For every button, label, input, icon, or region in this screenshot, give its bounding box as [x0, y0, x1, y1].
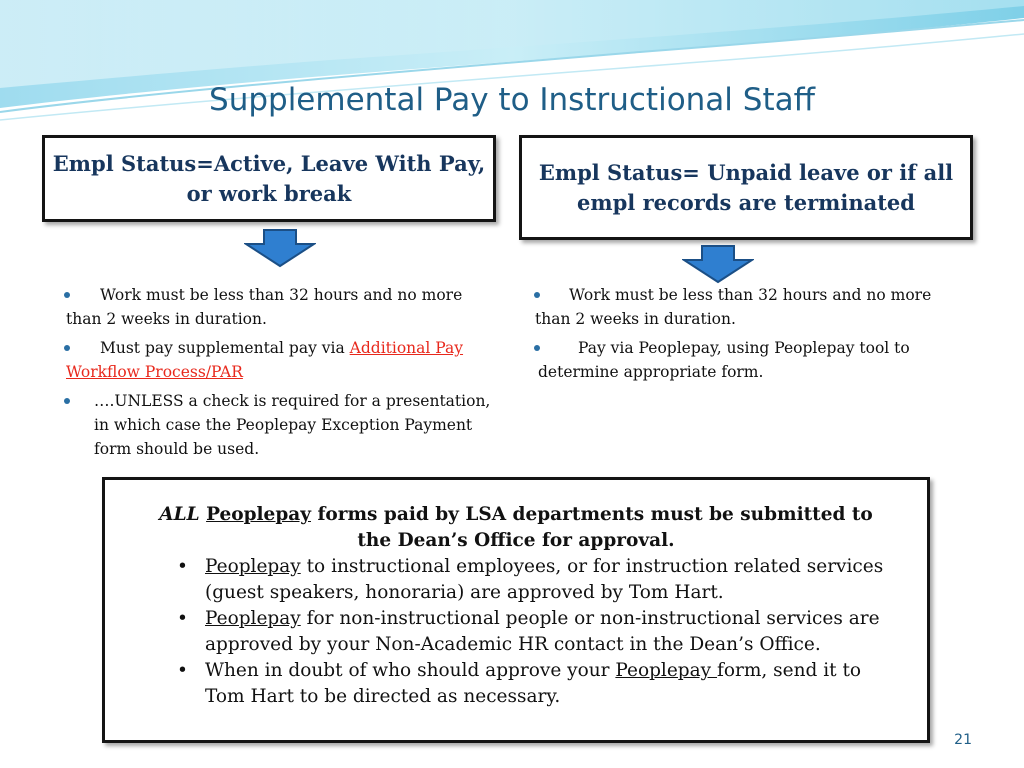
notice-emphasis: ALL [159, 504, 200, 525]
bullet-dot-icon [534, 292, 540, 298]
list-item-text: Pay via Peoplepay, using Peoplepay tool to determine appropriate form. [538, 339, 910, 381]
approval-notice-box [102, 477, 930, 743]
right-requirements-list [529, 283, 949, 389]
bullet-icon: • [177, 608, 188, 629]
bullet-dot-icon [64, 292, 70, 298]
status-line: empl records are terminated [577, 189, 915, 215]
notice-term: Peoplepay [615, 660, 718, 681]
list-item-text: form, send it to Tom Hart to be directed as necessary. [205, 660, 862, 707]
bullet-dot-icon [534, 345, 540, 351]
notice-term: Peoplepay [205, 608, 301, 629]
bullet-icon: • [177, 660, 188, 681]
status-line: Empl Status= Unpaid leave or if all [538, 160, 954, 186]
notice-heading [145, 502, 887, 554]
page-number: 21 [954, 732, 972, 748]
list-item-text: ….UNLESS a check is required for a presentation, in which case the Peoplepay Exception Payment form should be used. [94, 392, 491, 458]
bullet-dot-icon [64, 398, 70, 404]
slide-title: Supplemental Pay to Instructional Staff [209, 82, 815, 118]
notice-term: Peoplepay [205, 556, 301, 577]
list-item-text: When in doubt of who should approve your [205, 660, 616, 681]
list-item [177, 606, 897, 658]
status-box-unpaid [519, 135, 973, 240]
notice-term: Peoplepay [206, 504, 311, 525]
list-item [529, 283, 949, 331]
list-item-text: for non-instructional people or non-instructional services are approved by your Non-Academic HR contact in the Dean’s Office. [205, 608, 880, 655]
list-item-text: Work must be less than 32 hours and no more than 2 weeks in duration. [535, 286, 932, 328]
status-line: Empl Status=Active, Leave With Pay, [52, 151, 486, 177]
left-requirements-list [58, 283, 496, 466]
list-item [177, 554, 897, 606]
list-item-text: Work must be less than 32 hours and no more than 2 weeks in duration. [66, 286, 463, 328]
additional-pay-workflow-link[interactable]: Additional Pay Workflow Process/PAR [66, 339, 464, 381]
status-line: or work break [186, 180, 352, 206]
list-item [529, 336, 949, 384]
list-item-text: Must pay supplemental pay via [100, 339, 350, 357]
list-item [58, 283, 496, 331]
list-item-text: to instructional employees, or for instruction related services (guest speakers, honoraria) are approved by Tom Hart. [205, 556, 884, 603]
bullet-icon: • [177, 556, 188, 577]
down-arrow-icon [682, 244, 754, 284]
status-box-active [42, 135, 496, 222]
approval-rules-list [105, 554, 927, 710]
notice-heading-text: forms paid by LSA departments must be submitted to the Dean’s Office for approval. [311, 504, 873, 551]
down-arrow-icon [244, 228, 316, 268]
list-item [58, 336, 496, 384]
list-item [58, 389, 496, 461]
bullet-dot-icon [64, 345, 70, 351]
list-item [177, 658, 897, 710]
